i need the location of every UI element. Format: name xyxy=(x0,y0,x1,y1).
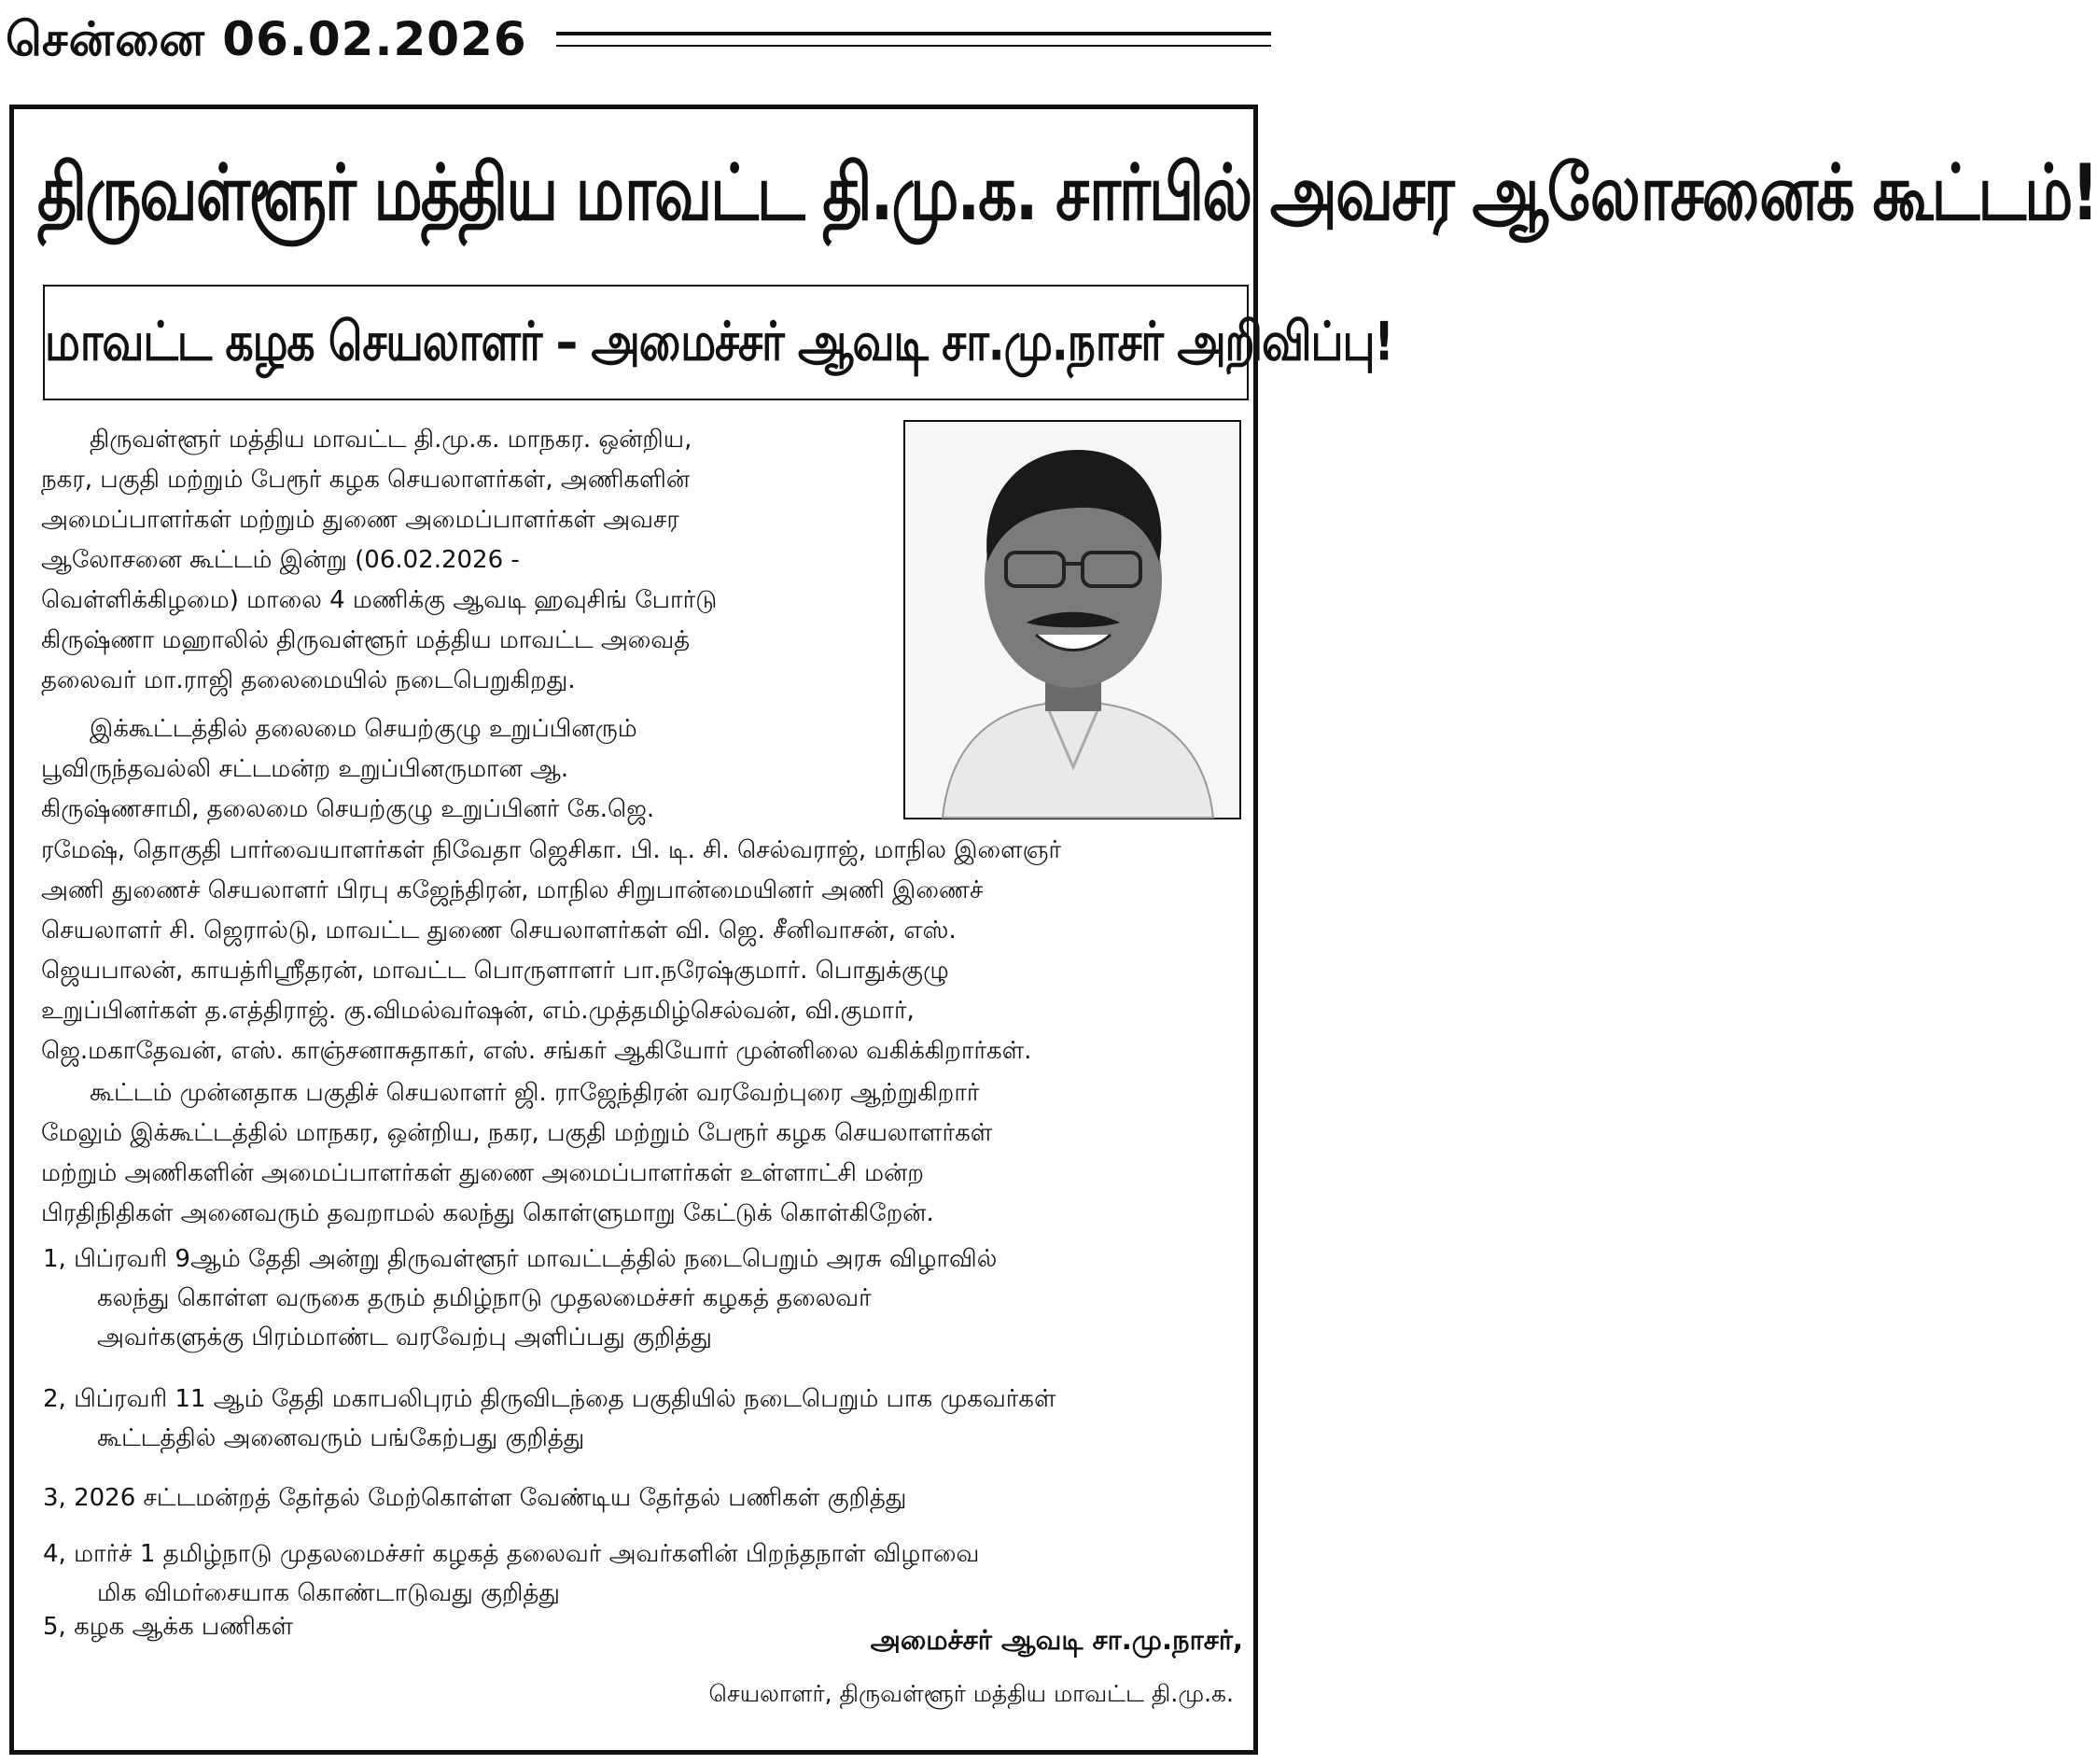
paragraph-1 xyxy=(41,420,887,701)
agenda-item-2: 2, பிப்ரவரி 11 ஆம் தேதி மகாபலிபுரம் திருவிடந்தை பகுதியில் நடைபெறும் பாக முகவர்கள் xyxy=(43,1385,1056,1413)
paragraph-3-line: கூட்டம் முன்னதாக பகுதிச் செயலாளர் ஜி. ராஜேந்திரன் வரவேற்புரை ஆற்றுகிறார் xyxy=(90,1079,980,1107)
agenda-item-3: 3, 2026 சட்டமன்றத் தேர்தல் மேற்கொள்ள வேண்டிய தேர்தல் பணிகள் குறித்து xyxy=(43,1484,907,1512)
signature-name: அமைச்சர் ஆவடி சா.மு.நாசர், xyxy=(870,1624,1243,1656)
paragraph-3-line: பிரதிநிதிகள் அனைவரும் தவறாமல் கலந்து கொள்ளுமாறு கேட்டுக் கொள்கிறேன். xyxy=(41,1199,934,1227)
agenda-item-5: 5, கழக ஆக்க பணிகள் xyxy=(43,1613,294,1641)
subheadline: மாவட்ட கழக செயலாளர் – அமைச்சர் ஆவடி சா.மு.நாசர் அறிவிப்பு! xyxy=(45,310,1393,373)
paragraph-2-line: உறுப்பினர்கள் த.எத்திராஜ். கு.விமல்வர்ஷன், எம்.முத்தமிழ்செல்வன், வி.குமார், xyxy=(41,997,915,1025)
masthead-rule xyxy=(556,32,1271,47)
paragraph-3-line: மற்றும் அணிகளின் அமைப்பாளர்கள் துணை அமைப்பாளர்கள் உள்ளாட்சி மன்ற xyxy=(41,1159,924,1187)
paragraph-2-line: கிருஷ்ணசாமி, தலைமை செயற்குழு உறுப்பினர் கே.ஜெ. xyxy=(41,795,655,823)
paragraph-2-line: இக்கூட்டத்தில் தலைமை செயற்குழு உறுப்பினரும் xyxy=(90,715,637,743)
agenda-item-2-cont: கூட்டத்தில் அனைவரும் பங்கேற்பது குறித்து xyxy=(97,1424,585,1452)
paragraph-2-wide xyxy=(41,831,1245,1071)
paragraph-1-line: ஆலோசனை கூட்டம் இன்று (06.02.2026 - xyxy=(41,546,520,574)
paragraph-1-line: கிருஷ்ணா மஹாலில் திருவள்ளூர் மத்திய மாவட்ட அவைத் xyxy=(41,626,691,654)
paragraph-1-line: நகர, பகுதி மற்றும் பேரூர் கழக செயலாளர்கள், அணிகளின் xyxy=(41,466,691,494)
headline: திருவள்ளூர் மத்திய மாவட்ட தி.மு.க. சார்பில் அவசர ஆலோசனைக் கூட்டம்! xyxy=(37,148,2097,239)
signature-title: செயலாளர், திருவள்ளூர் மத்திய மாவட்ட தி.மு.க. xyxy=(708,1680,1234,1707)
paragraph-2-line: ரமேஷ், தொகுதி பார்வையாளர்கள் நிவேதா ஜெசிகா. பி. டி. சி. செல்வராஜ், மாநில இளைஞர் xyxy=(41,836,1062,864)
paragraph-2-line: ஜெ.மகாதேவன், எஸ். காஞ்சனாசுதாகர், எஸ். சங்கர் ஆகியோர் முன்னிலை வகிக்கிறார்கள். xyxy=(41,1037,1032,1065)
agenda-item-4: 4, மார்ச் 1 தமிழ்நாடு முதலமைச்சர் கழகத் தலைவர் அவர்களின் பிறந்தநாள் விழாவை xyxy=(43,1540,980,1568)
subheadline-box xyxy=(43,285,1393,400)
paragraph-2-line: ஜெயபாலன், காயத்ரிஸ்ரீதரன், மாவட்ட பொருளாளர் பா.நரேஷ்குமார். பொதுக்குழு xyxy=(41,957,949,985)
city-date: சென்னை 06.02.2026 xyxy=(6,12,527,66)
paragraph-2-line: பூவிருந்தவல்லி சட்டமன்ற உறுப்பினருமான ஆ. xyxy=(41,755,569,783)
paragraph-2-line: செயலாளர் சி. ஜெரால்டு, மாவட்ட துணை செயலாளர்கள் வி. ஜெ. சீனிவாசன், எஸ். xyxy=(41,917,957,945)
paragraph-3 xyxy=(41,1073,1245,1234)
agenda-item-4-cont: மிக விமர்சையாக கொண்டாடுவது குறித்து xyxy=(97,1579,560,1607)
masthead xyxy=(0,0,1271,86)
paragraph-1-line: வெள்ளிக்கிழமை) மாலை 4 மணிக்கு ஆவடி ஹவுசிங் போர்டு xyxy=(41,586,718,614)
agenda-item-1-cont: அவர்களுக்கு பிரம்மாண்ட வரவேற்பு அளிப்பது குறித்து xyxy=(97,1323,712,1351)
paragraph-1-line: அமைப்பாளர்கள் மற்றும் துணை அமைப்பாளர்கள் அவசர xyxy=(41,506,679,534)
paragraph-2-line: அணி துணைச் செயலாளர் பிரபு கஜேந்திரன், மாநில சிறுபான்மையினர் அணி இணைச் xyxy=(41,876,984,904)
agenda-item-1: 1, பிப்ரவரி 9ஆம் தேதி அன்று திருவள்ளூர் மாவட்டத்தில் நடைபெறும் அரசு விழாவில் xyxy=(43,1245,998,1273)
paragraph-2-narrow xyxy=(41,709,887,830)
paragraph-1-line: தலைவர் மா.ராஜி தலைமையில் நடைபெறுகிறது. xyxy=(41,666,576,694)
portrait-photo xyxy=(903,420,1241,819)
paragraph-3-line: மேலும் இக்கூட்டத்தில் மாநகர, ஒன்றிய, நகர, பகுதி மற்றும் பேரூர் கழக செயலாளர்கள் xyxy=(41,1119,993,1147)
person-portrait-icon xyxy=(905,422,1239,818)
agenda-item-1-cont: கலந்து கொள்ள வருகை தரும் தமிழ்நாடு முதலமைச்சர் கழகத் தலைவர் xyxy=(97,1284,872,1312)
paragraph-1-line: திருவள்ளூர் மத்திய மாவட்ட தி.மு.க. மாநகர. ஒன்றிய, xyxy=(90,426,692,454)
